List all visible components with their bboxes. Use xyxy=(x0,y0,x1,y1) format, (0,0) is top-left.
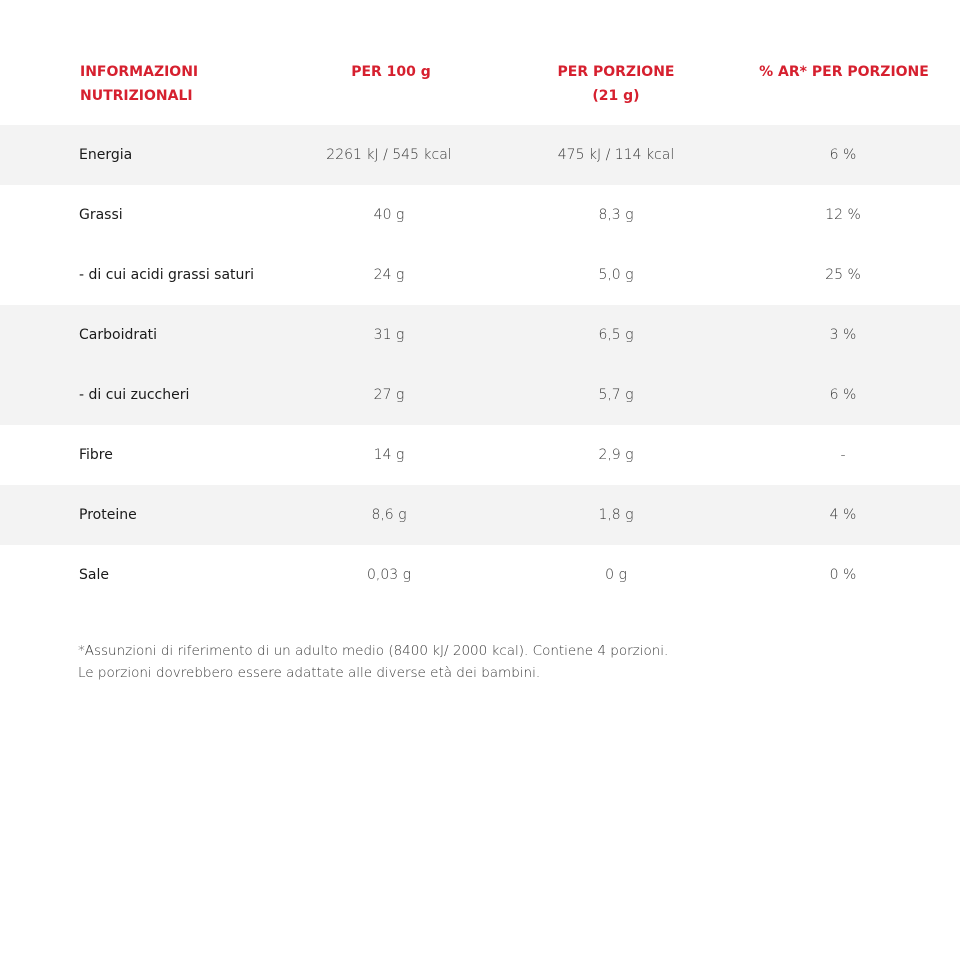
value-ar-percent: 6 % xyxy=(829,387,857,403)
table-row xyxy=(0,125,960,185)
nutrition-table xyxy=(0,125,960,605)
value-per-100g: 8,6 g xyxy=(371,507,407,523)
value-per-100g: 31 g xyxy=(373,327,405,343)
value-per-100g: 0,03 g xyxy=(366,567,412,583)
value-per-100g: 14 g xyxy=(373,447,405,463)
nutrient-name: Proteine xyxy=(79,507,137,523)
value-ar-percent: 3 % xyxy=(829,327,857,343)
table-row xyxy=(0,425,960,485)
value-per-100g: 27 g xyxy=(373,387,405,403)
footnote-line-2: Le porzioni dovrebbero essere adattate alle diverse età dei bambini. xyxy=(78,665,541,681)
nutrient-name: Sale xyxy=(79,567,109,583)
table-row xyxy=(0,485,960,545)
nutrient-name: - di cui zuccheri xyxy=(79,387,190,403)
value-ar-percent: 25 % xyxy=(825,267,861,283)
value-ar-percent: 12 % xyxy=(825,207,861,223)
header-per-portion xyxy=(516,60,716,108)
nutrient-name: - di cui acidi grassi saturi xyxy=(79,267,255,283)
table-row xyxy=(0,245,960,305)
value-ar-percent: - xyxy=(840,447,846,463)
value-ar-percent: 4 % xyxy=(829,507,857,523)
value-per-portion: 5,7 g xyxy=(598,387,634,403)
table-header xyxy=(0,60,960,126)
value-ar-percent: 6 % xyxy=(829,147,857,163)
nutrient-name: Energia xyxy=(79,147,133,163)
header-nutrition-info xyxy=(80,60,280,108)
value-per-portion: 6,5 g xyxy=(598,327,634,343)
header-per-100g: PER 100 g xyxy=(351,64,431,80)
value-per-portion: 2,9 g xyxy=(598,447,634,463)
nutrient-name: Fibre xyxy=(79,447,113,463)
value-per-portion: 475 kJ / 114 kcal xyxy=(557,147,675,163)
table-row xyxy=(0,545,960,605)
value-ar-percent: 0 % xyxy=(829,567,857,583)
header-per-portion-line2: (21 g) xyxy=(592,88,640,104)
table-row xyxy=(0,305,960,365)
value-per-portion: 8,3 g xyxy=(598,207,634,223)
footnote-line-1: *Assunzioni di riferimento di un adulto medio (8400 kJ/ 2000 kcal). Contiene 4 porzioni. xyxy=(78,643,669,659)
header-per-portion-line1: PER PORZIONE xyxy=(557,64,675,80)
nutrient-name: Carboidrati xyxy=(79,327,158,343)
header-nutrition-info-line1: INFORMAZIONI xyxy=(80,64,199,80)
header-nutrition-info-line2: NUTRIZIONALI xyxy=(80,88,193,104)
table-row xyxy=(0,365,960,425)
value-per-portion: 5,0 g xyxy=(598,267,634,283)
value-per-portion: 1,8 g xyxy=(598,507,634,523)
value-per-portion: 0 g xyxy=(605,567,627,583)
value-per-100g: 24 g xyxy=(373,267,405,283)
footnote xyxy=(78,640,938,684)
table-row xyxy=(0,185,960,245)
value-per-100g: 2261 kJ / 545 kcal xyxy=(326,147,452,163)
value-per-100g: 40 g xyxy=(373,207,405,223)
header-ar-per-portion: % AR* PER PORZIONE xyxy=(759,64,929,80)
nutrient-name: Grassi xyxy=(79,207,123,223)
